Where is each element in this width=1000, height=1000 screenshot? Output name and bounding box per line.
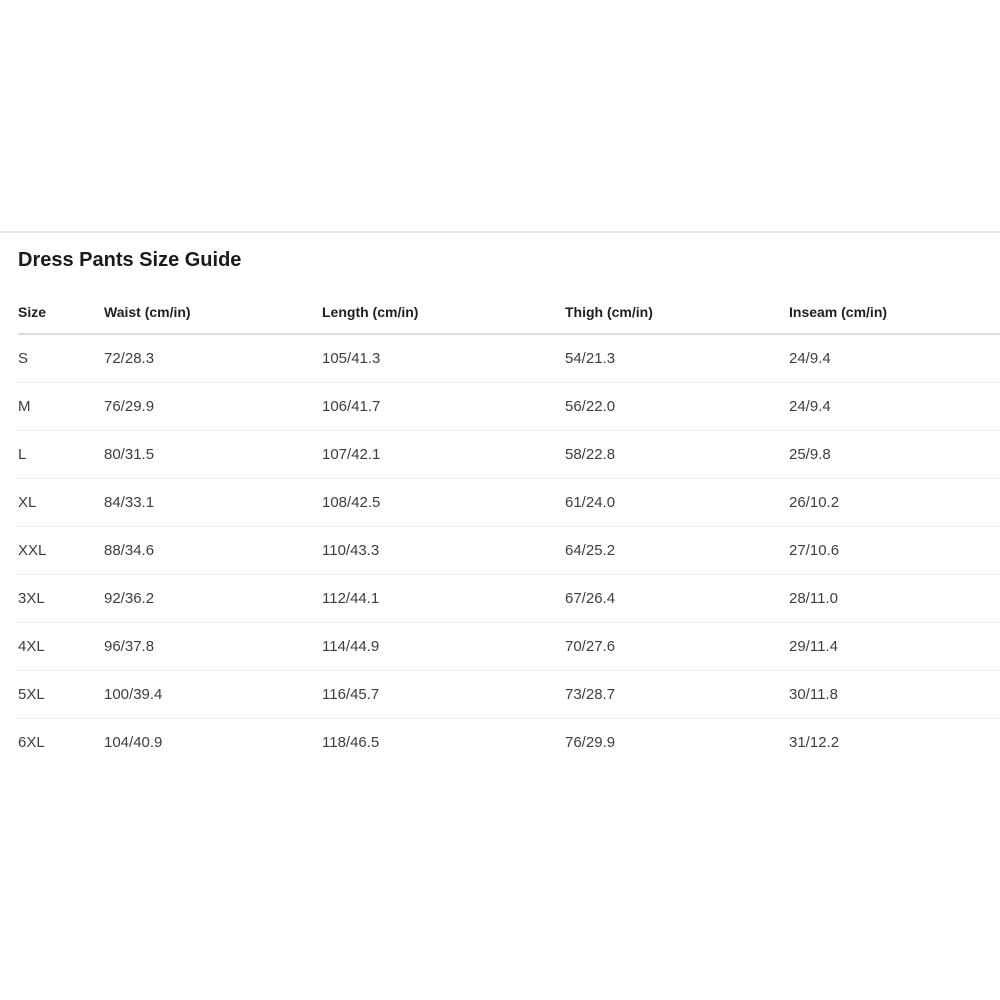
table-row [18,719,1000,767]
table-cell: 56/22.0 [565,383,789,431]
table-cell: 67/26.4 [565,575,789,623]
table-row [18,527,1000,575]
size-cell: XXL [18,527,104,575]
table-cell: 80/31.5 [104,431,322,479]
table-cell: 28/11.0 [789,575,1000,623]
table-cell: 70/27.6 [565,623,789,671]
table-row [18,575,1000,623]
table-cell: 72/28.3 [104,334,322,383]
size-cell: XL [18,479,104,527]
table-cell: 114/44.9 [322,623,565,671]
table-row [18,623,1000,671]
size-cell: 6XL [18,734,45,751]
table-cell: 100/39.4 [104,671,322,719]
table-cell: 92/36.2 [104,575,322,623]
table-row [18,334,1000,383]
table-row [18,479,1000,527]
table-cell: 104/40.9 [104,734,163,751]
table-cell: 26/10.2 [789,479,1000,527]
column-header: Inseam (cm/in) [789,290,1000,334]
table-cell: 112/44.1 [322,575,565,623]
table-cell: 27/10.6 [789,527,1000,575]
table-row [18,671,1000,719]
table-row [18,431,1000,479]
table-cell: 64/25.2 [565,527,789,575]
table-cell: 58/22.8 [565,431,789,479]
table-cell: 84/33.1 [104,479,322,527]
table-header-row [18,290,1000,334]
size-guide-table [18,290,1000,766]
page-title: Dress Pants Size Guide [18,249,242,271]
table-cell: 76/29.9 [104,383,322,431]
size-cell: 3XL [18,575,104,623]
column-header: Waist (cm/in) [104,290,322,334]
table-cell: 73/28.7 [565,671,789,719]
table-cell: 108/42.5 [322,479,565,527]
size-cell: 4XL [18,623,104,671]
table-cell: 54/21.3 [565,334,789,383]
table-cell: 61/24.0 [565,479,789,527]
size-cell: L [18,431,104,479]
table-cell: 29/11.4 [789,623,1000,671]
table-cell: 76/29.9 [565,734,616,751]
table-row [18,383,1000,431]
size-cell: M [18,383,104,431]
table-cell: 106/41.7 [322,383,565,431]
column-header: Length (cm/in) [322,290,565,334]
table-cell: 24/9.4 [789,334,1000,383]
table-cell: 31/12.2 [789,734,840,751]
table-cell: 118/46.5 [322,734,380,751]
column-header: Thigh (cm/in) [565,290,789,334]
size-cell: S [18,334,104,383]
table-body [18,334,1000,766]
table-cell: 116/45.7 [322,671,565,719]
table-cell: 25/9.8 [789,431,1000,479]
table-cell: 107/42.1 [322,431,565,479]
column-header: Size [18,290,104,334]
table-cell: 88/34.6 [104,527,322,575]
table-cell: 110/43.3 [322,527,565,575]
size-guide-section [0,231,1000,766]
table-cell: 24/9.4 [789,383,1000,431]
table-cell: 105/41.3 [322,334,565,383]
table-cell: 30/11.8 [789,671,1000,719]
table-cell: 96/37.8 [104,623,322,671]
size-cell: 5XL [18,671,104,719]
